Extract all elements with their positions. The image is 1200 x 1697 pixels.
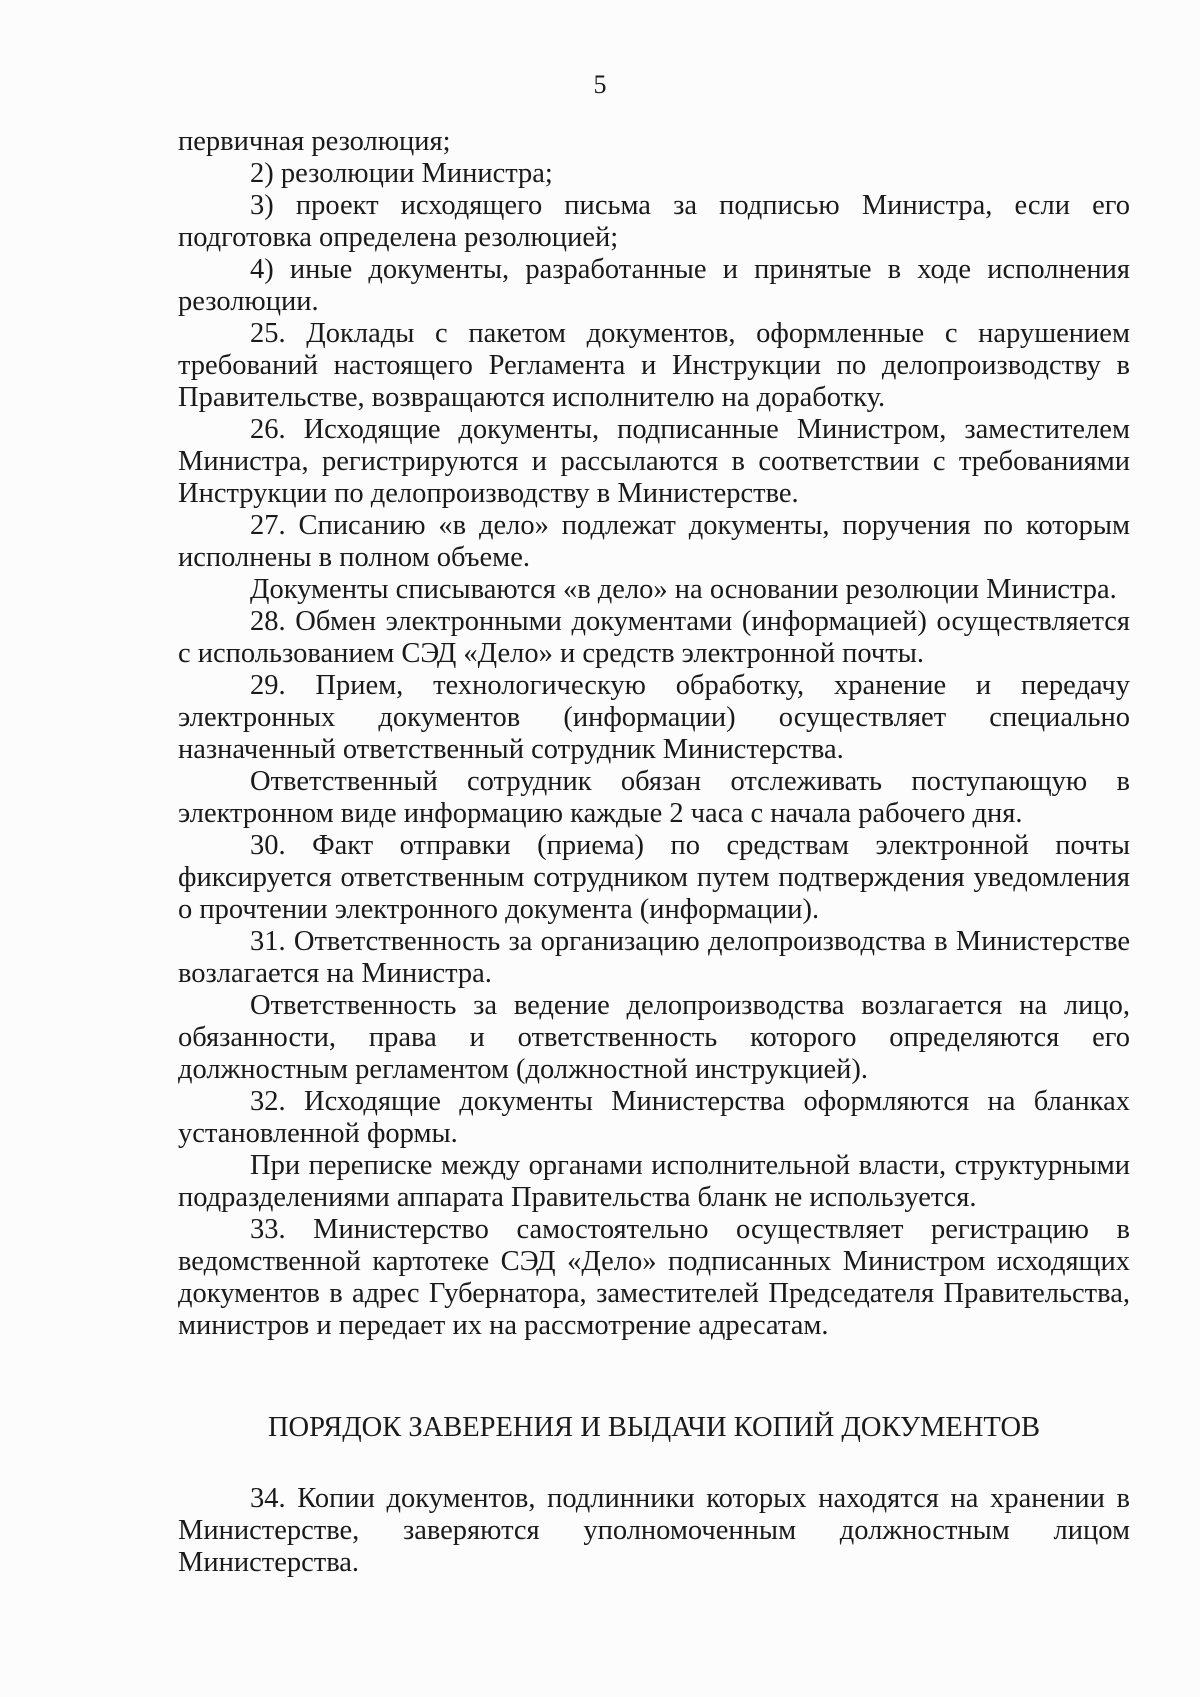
- paragraph: Документы списываются «в дело» на основании резолюции Министра.: [250, 574, 1117, 605]
- section-body: [178, 1483, 1130, 1579]
- paragraph: 3) проект исходящего письма за подписью Министра, если его подготовка определена резолюцией;: [178, 190, 1130, 253]
- paragraph: 2) резолюции Министра;: [250, 158, 553, 189]
- page-number: 5: [593, 70, 607, 99]
- paragraph: 30. Факт отправки (приема) по средствам электронной почты фиксируется ответственным сотрудником путем подтверждения уведомления о прочтении электронного документа (информации).: [178, 830, 1130, 925]
- paragraph: 27. Списанию «в дело» подлежат документы, поручения по которым исполнены в полном объеме.: [178, 510, 1130, 573]
- paragraph: 28. Обмен электронными документами (информацией) осуществляется с использованием СЭД «Дело» и средств электронной почты.: [178, 606, 1130, 669]
- document-body: [178, 126, 1130, 1342]
- paragraph: Ответственность за ведение делопроизводства возлагается на лицо, обязанности, права и ответственность которого определяются его должностным регламентом (должностной инструкцией).: [178, 990, 1130, 1085]
- paragraph: При переписке между органами исполнительной власти, структурными подразделениями аппарата Правительства бланк не используется.: [178, 1150, 1130, 1213]
- paragraph: первичная резолюция;: [178, 126, 451, 157]
- paragraph: 4) иные документы, разработанные и принятые в ходе исполнения резолюции.: [178, 254, 1130, 317]
- paragraph: 25. Доклады с пакетом документов, оформленные с нарушением требований настоящего Регламента и Инструкции по делопроизводству в Правительстве, возвращаются исполнителю на доработку.: [178, 318, 1130, 413]
- paragraph: Ответственный сотрудник обязан отслеживать поступающую в электронном виде информацию каждые 2 часа с начала рабочего дня.: [178, 766, 1130, 829]
- paragraph: 32. Исходящие документы Министерства оформляются на бланках установленной формы.: [178, 1086, 1130, 1149]
- paragraph: 29. Прием, технологическую обработку, хранение и передачу электронных документов (информации) осуществляет специально назначенный ответственный сотрудник Министерства.: [178, 670, 1130, 765]
- paragraph: 33. Министерство самостоятельно осуществляет регистрацию в ведомственной картотеке СЭД «Дело» подписанных Министром исходящих документов в адрес Губернатора, заместителей Председателя Правительства, министров и передает их на рассмотрение адресатам.: [178, 1214, 1130, 1341]
- paragraph: 34. Копии документов, подлинники которых находятся на хранении в Министерстве, заверяются уполномоченным должностным лицом Министерства.: [178, 1483, 1130, 1578]
- paragraph: 26. Исходящие документы, подписанные Министром, заместителем Министра, регистрируются и рассылаются в соответствии с требованиями Инструкции по делопроизводству в Министерстве.: [178, 414, 1130, 509]
- paragraph: 31. Ответственность за организацию делопроизводства в Министерстве возлагается на Министра.: [178, 926, 1130, 989]
- section-heading: ПОРЯДОК ЗАВЕРЕНИЯ И ВЫДАЧИ КОПИЙ ДОКУМЕНТОВ: [267, 1412, 1041, 1443]
